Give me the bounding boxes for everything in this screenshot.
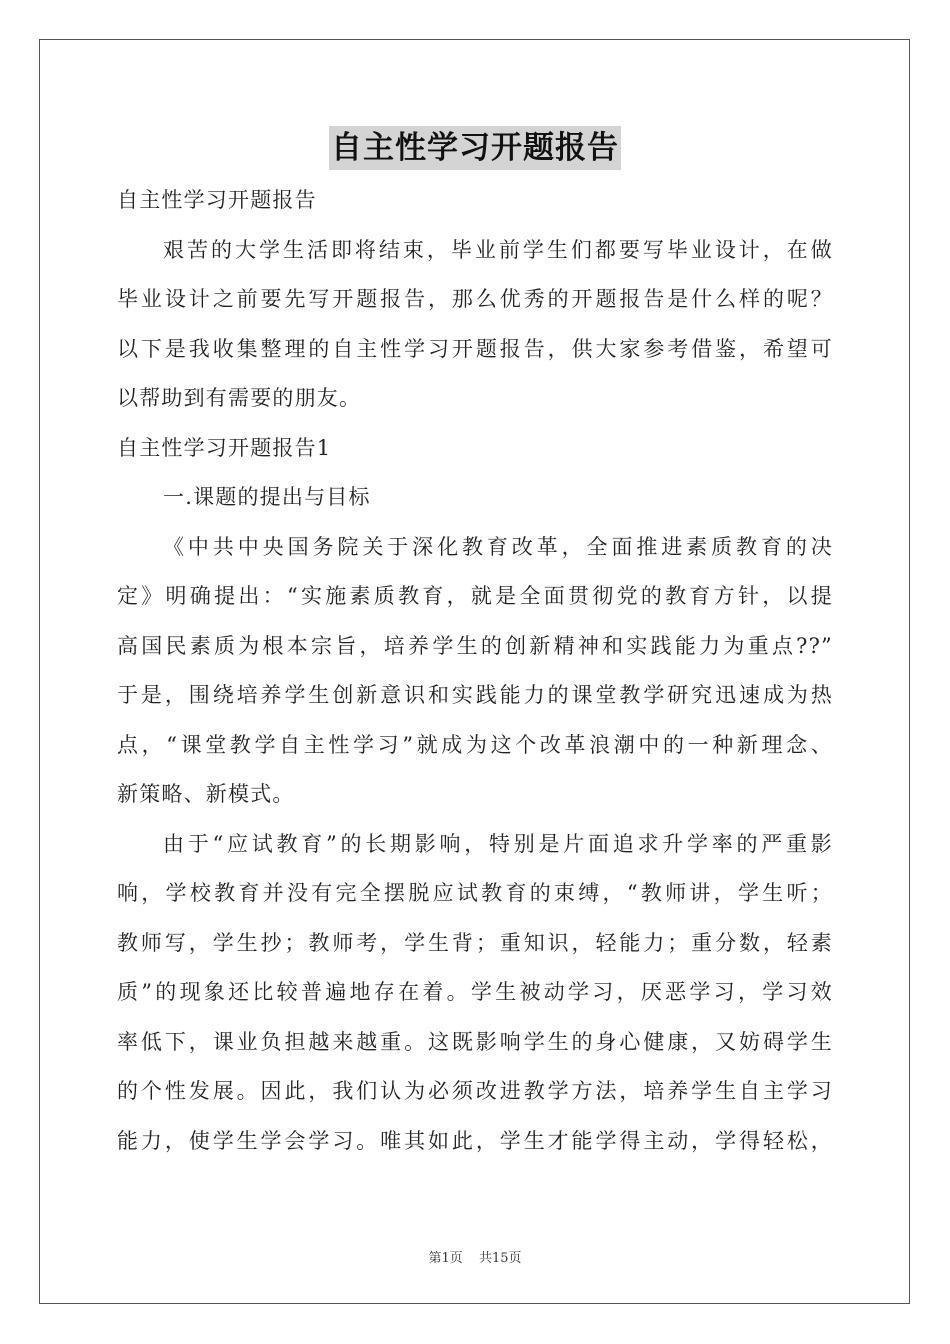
para2-line-1: 由于“应试教育”的长期影响，特别是片面追求升学率的严重影 xyxy=(163,831,833,856)
intro-line-4: 以帮助到有需要的朋友。 xyxy=(117,386,362,410)
section-heading-1: 自主性学习开题报告1 xyxy=(117,435,332,460)
para1-line-4: 于是，围绕培养学生创新意识和实践能力的课堂教学研究迅速成为热 xyxy=(117,683,833,707)
para2-line-4: 质”的现象还比较普遍地存在着。学生被动学习，厌恶学习，学习效 xyxy=(117,980,833,1004)
subtitle-line: 自主性学习开题报告 xyxy=(117,188,317,212)
para1-line-3: 高国民素质为根本宗旨，培养学生的创新精神和实践能力为重点??” xyxy=(117,633,833,658)
para2-line-7: 能力，使学生学会学习。唯其如此，学生才能学得主动，学得轻松， xyxy=(117,1128,833,1153)
para1-line-5: 点，“课堂教学自主性学习”就成为这个改革浪潮中的一种新理念、 xyxy=(117,732,833,757)
subsection-heading: 一.课题的提出与目标 xyxy=(163,485,371,509)
intro-line-3: 以下是我收集整理的自主性学习开题报告，供大家参考借鉴，希望可 xyxy=(117,336,833,361)
para2-line-5: 率低下，课业负担越来越重。这既影响学生的身心健康，又妨碍学生 xyxy=(117,1029,833,1054)
para2-line-6: 的个性发展。因此，我们认为必须改进教学方法，培养学生自主学习 xyxy=(117,1079,833,1103)
intro-line-1: 艰苦的大学生活即将结束，毕业前学生们都要写毕业设计，在做 xyxy=(163,237,833,262)
document-title: 自主性学习开题报告 xyxy=(329,126,621,170)
para1-line-2: 定》明确提出：“实施素质教育，就是全面贯彻党的教育方针，以提 xyxy=(117,584,833,608)
page-total: 共15页 xyxy=(478,1251,522,1266)
para1-line-1: 《中共中央国务院关于深化教育改革，全面推进素质教育的决 xyxy=(163,534,833,559)
para2-line-3: 教师写，学生抄；教师考，学生背；重知识，轻能力；重分数，轻素 xyxy=(117,930,833,955)
page-footer xyxy=(0,1247,950,1266)
para2-line-2: 响，学校教育并没有完全摆脱应试教育的束缚，“教师讲，学生听； xyxy=(117,881,833,905)
document-body xyxy=(117,176,833,1166)
para1-line-6: 新策略、新模式。 xyxy=(117,782,295,806)
intro-line-2: 毕业设计之前要先写开题报告，那么优秀的开题报告是什么样的呢？ xyxy=(117,287,833,311)
page-number: 第1页 xyxy=(428,1251,463,1266)
title-area xyxy=(0,126,950,170)
